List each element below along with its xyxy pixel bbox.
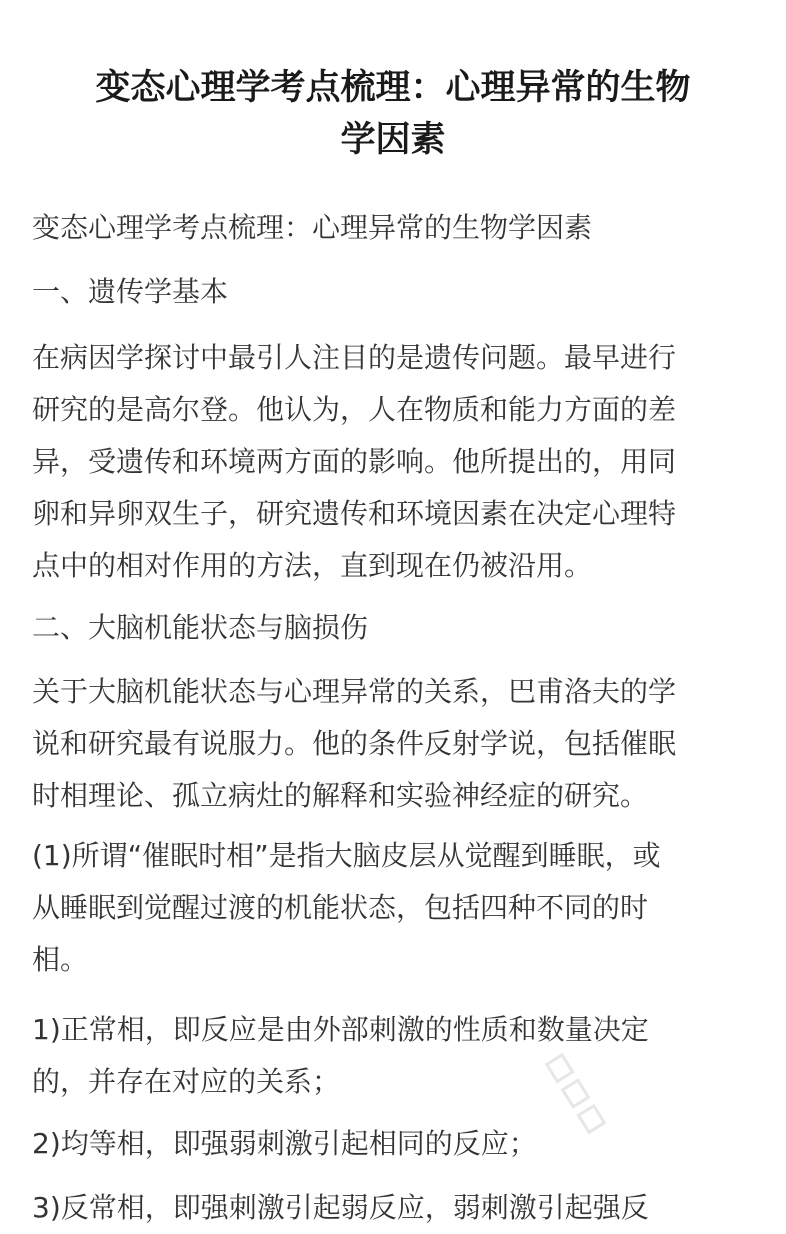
equal-phase-item: 2)均等相，即强弱刺激引起相同的反应； [32,1127,537,1160]
paragraph-line: (1)所谓“催眠时相”是指大脑皮层从觉醒到睡眠，或 [32,839,661,872]
paragraph-line: 在病因学探讨中最引人注目的是遗传问题。最早进行 [32,341,677,374]
paragraph-line: 1)正常相，即反应是由外部刺激的性质和数量决定 [32,1013,649,1046]
hypnotic-phase-paragraph [32,830,754,986]
section-2-paragraph [32,666,754,822]
paragraph-line: 点中的相对作用的方法，直到现在仍被沿用。 [32,549,593,582]
paragraph-line: 从睡眠到觉醒过渡的机能状态，包括四种不同的时 [32,891,649,924]
paradoxical-phase-item: 3)反常相，即强刺激引起弱反应，弱刺激引起强反 [32,1191,649,1224]
paragraph-line: 说和研究最有说服力。他的条件反射学说，包括催眠 [32,727,677,760]
normal-phase-item [32,1004,754,1108]
article-title [40,62,746,166]
article-subtitle: 变态心理学考点梳理：心理异常的生物学因素 [32,211,593,244]
paragraph-line: 时相理论、孤立病灶的解释和实验神经症的研究。 [32,779,649,812]
paragraph-line: 相。 [32,943,89,976]
title-line-1: 变态心理学考点梳理：心理异常的生物 [95,68,691,108]
paragraph-line: 研究的是高尔登。他认为，人在物质和能力方面的差 [32,393,677,426]
section-2-heading: 二、大脑机能状态与脑损伤 [32,611,369,644]
paragraph-line: 异，受遗传和环境两方面的影响。他所提出的，用同 [32,445,677,478]
paragraph-line: 的，并存在对应的关系； [32,1065,341,1098]
section-1-heading: 一、遗传学基本 [32,275,229,308]
section-1-paragraph [32,332,754,592]
paragraph-line: 卵和异卵双生子，研究遗传和环境因素在决定心理特 [32,497,677,530]
paragraph-line: 关于大脑机能状态与心理异常的关系，巴甫洛夫的学 [32,675,677,708]
title-line-2: 学因素 [340,120,446,160]
